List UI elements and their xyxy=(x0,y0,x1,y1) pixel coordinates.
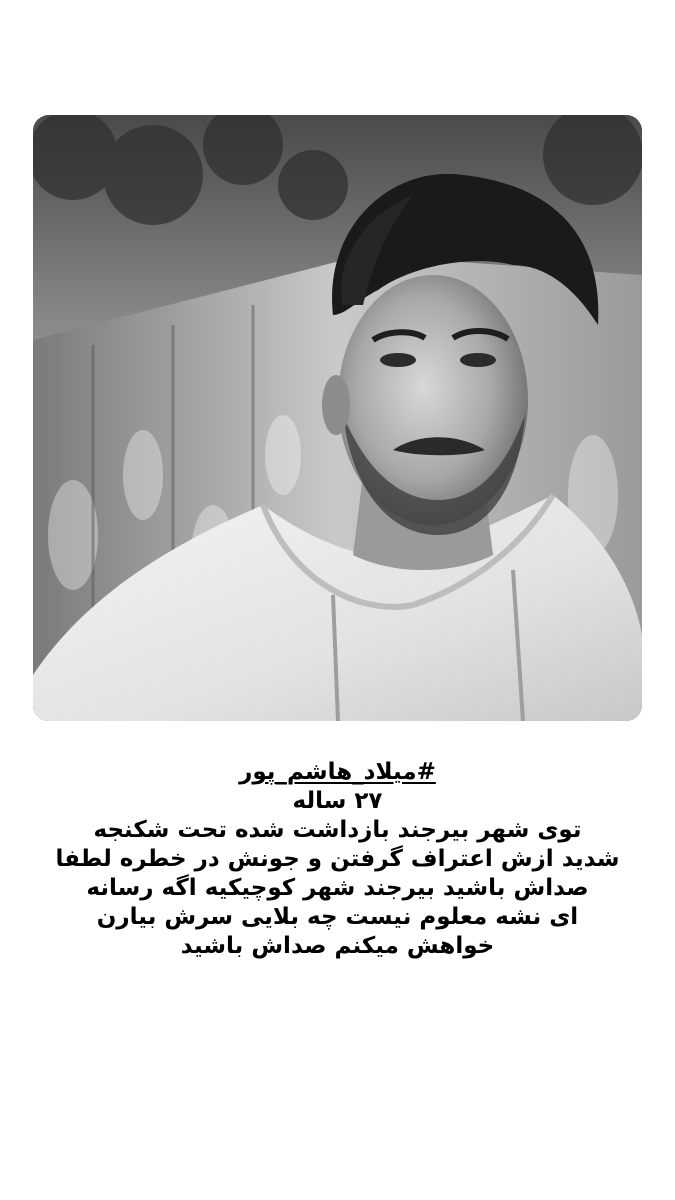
caption-line-1: توی شهر بیرجند بازداشت شده تحت شکنجه xyxy=(93,817,582,843)
caption-line-3: صداش باشید بیرجند شهر کوچیکیه اگه رسانه xyxy=(86,875,589,901)
caption-line-2: شدید ازش اعتراف گرفتن و جونش در خطره لطفا xyxy=(55,846,620,872)
caption-age: ۲۷ ساله xyxy=(292,788,383,814)
story-caption xyxy=(40,758,635,961)
portrait-image xyxy=(33,115,642,721)
caption-line-4: ای نشه معلوم نیست چه بلایی سرش بیارن xyxy=(96,904,579,930)
hashtag-link[interactable]: #میلاد_هاشم_پور xyxy=(239,759,436,785)
caption-line-5: خواهش میکنم صداش باشید xyxy=(180,933,495,959)
portrait-photo xyxy=(33,115,642,721)
